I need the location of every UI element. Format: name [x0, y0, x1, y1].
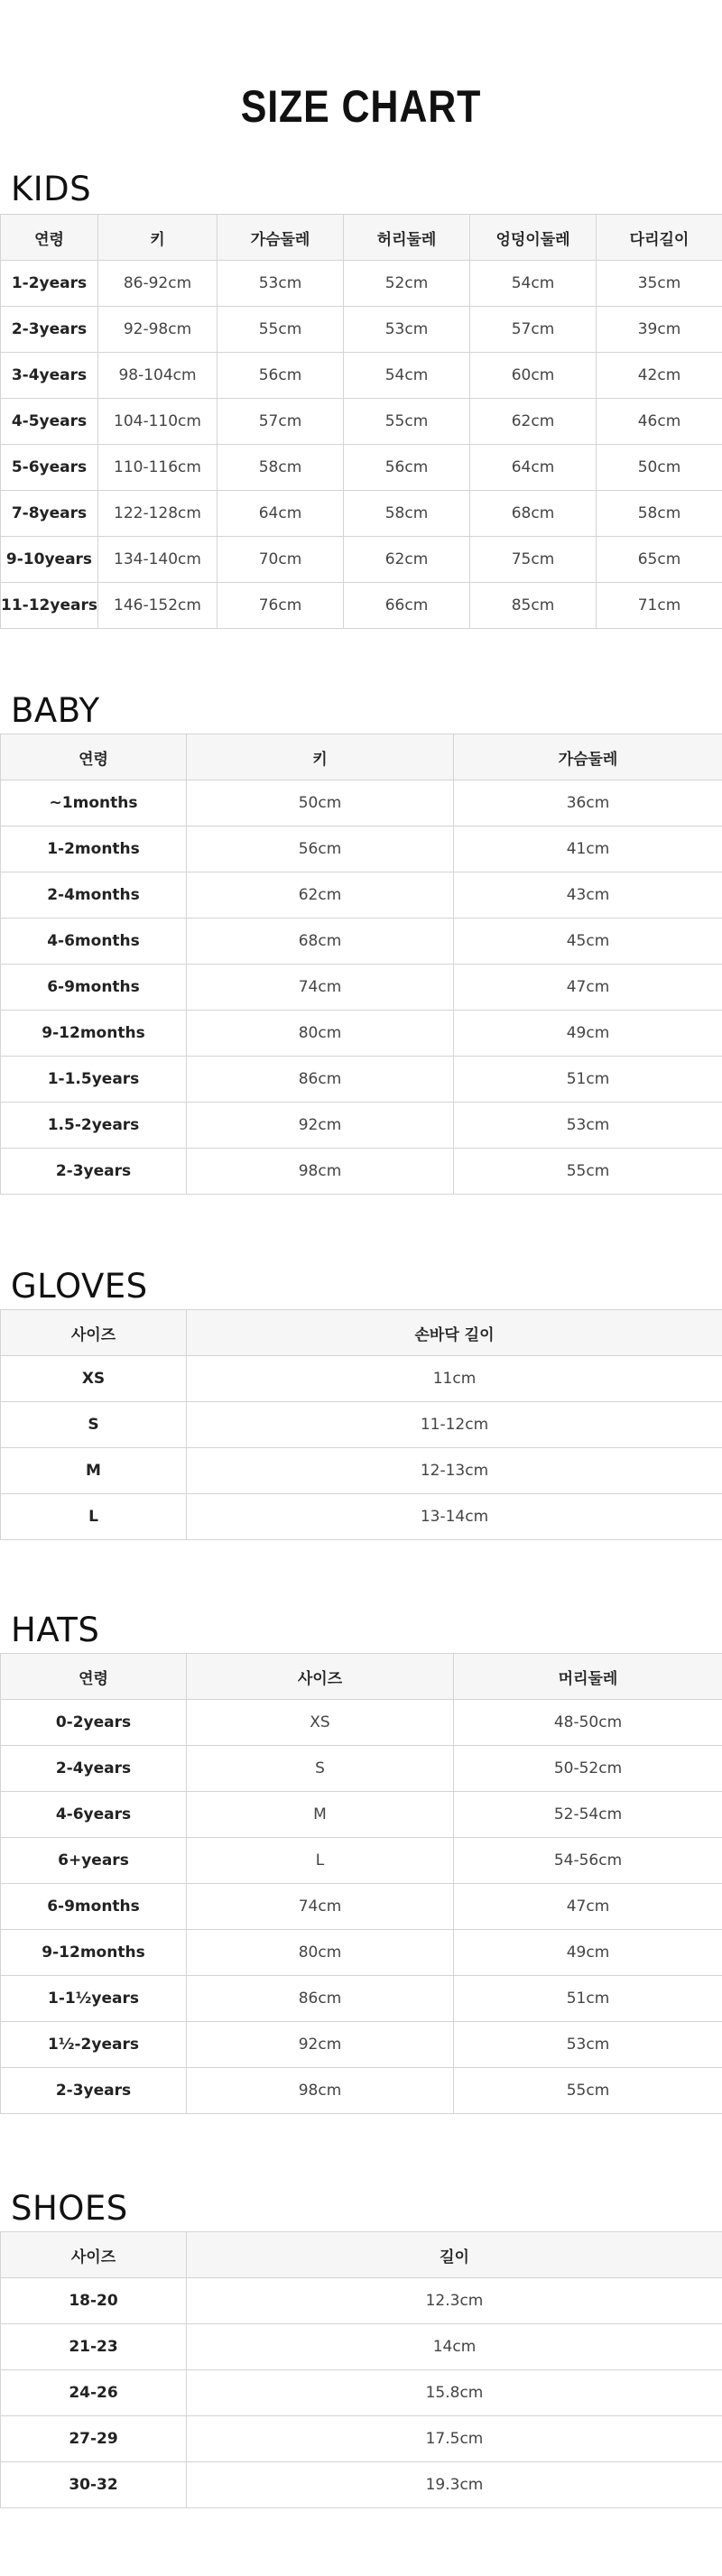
table-cell: 57cm	[218, 399, 344, 445]
table-cell: 92cm	[187, 1103, 454, 1149]
row-label-cell: 21-23	[1, 2324, 187, 2370]
table-cell: 36cm	[454, 780, 722, 826]
baby-size-table	[0, 734, 722, 1195]
table-cell: 42cm	[597, 353, 722, 399]
table-row	[1, 1448, 722, 1494]
table-cell: 55cm	[344, 399, 470, 445]
table-row	[1, 2416, 722, 2462]
row-label-cell: 5-6years	[1, 445, 98, 491]
row-label-cell: 2-3years	[1, 2068, 187, 2114]
row-label-cell: 1-1½years	[1, 1976, 187, 2022]
row-label-cell: 4-6months	[1, 919, 187, 965]
column-header: 사이즈	[1, 1310, 187, 1356]
table-cell: 56cm	[344, 445, 470, 491]
table-cell: 12.3cm	[187, 2278, 722, 2324]
table-row	[1, 2324, 722, 2370]
row-label-cell: 4-6years	[1, 1792, 187, 1838]
row-label-cell: 2-3years	[1, 307, 98, 353]
table-cell: 11cm	[187, 1356, 722, 1402]
hats-section-title: HATS	[11, 1611, 100, 1649]
row-label-cell: 6+years	[1, 1838, 187, 1884]
column-header: 허리둘레	[344, 215, 470, 261]
table-row	[1, 965, 722, 1011]
table-row	[1, 1494, 722, 1540]
column-header: 다리길이	[597, 215, 722, 261]
table-header-row	[1, 2232, 722, 2278]
table-row	[1, 1103, 722, 1149]
table-cell: M	[187, 1792, 454, 1838]
column-header: 사이즈	[187, 1654, 454, 1700]
column-header: 가슴둘레	[454, 734, 722, 780]
row-label-cell: 1.5-2years	[1, 1103, 187, 1149]
table-cell: 52-54cm	[454, 1792, 722, 1838]
row-label-cell: 30-32	[1, 2462, 187, 2508]
table-cell: 51cm	[454, 1976, 722, 2022]
kids-size-table	[0, 214, 722, 629]
column-header: 가슴둘레	[218, 215, 344, 261]
table-row	[1, 1930, 722, 1976]
table-cell: 54cm	[344, 353, 470, 399]
table-row	[1, 307, 722, 353]
table-cell: 14cm	[187, 2324, 722, 2370]
table-row	[1, 353, 722, 399]
table-row	[1, 445, 722, 491]
table-cell: 39cm	[597, 307, 722, 353]
table-row	[1, 780, 722, 826]
table-cell: 50cm	[597, 445, 722, 491]
row-label-cell: 2-3years	[1, 1149, 187, 1195]
table-cell: 98cm	[187, 1149, 454, 1195]
row-label-cell: L	[1, 1494, 187, 1540]
table-cell: 64cm	[218, 491, 344, 537]
table-cell: 76cm	[218, 583, 344, 629]
table-row	[1, 399, 722, 445]
table-cell: 85cm	[470, 583, 597, 629]
table-cell: 55cm	[454, 2068, 722, 2114]
row-label-cell: 7-8years	[1, 491, 98, 537]
table-header-row	[1, 1654, 722, 1700]
table-cell: 53cm	[218, 261, 344, 307]
table-cell: 56cm	[218, 353, 344, 399]
table-cell: 70cm	[218, 537, 344, 583]
table-row	[1, 1057, 722, 1103]
table-row	[1, 1011, 722, 1057]
table-cell: 98-104cm	[98, 353, 218, 399]
table-cell: 62cm	[470, 399, 597, 445]
table-cell: 68cm	[187, 919, 454, 965]
row-label-cell: 18-20	[1, 2278, 187, 2324]
table-cell: 35cm	[597, 261, 722, 307]
table-cell: 80cm	[187, 1930, 454, 1976]
table-row	[1, 537, 722, 583]
table-cell: 71cm	[597, 583, 722, 629]
table-cell: 98cm	[187, 2068, 454, 2114]
table-cell: XS	[187, 1700, 454, 1746]
table-cell: 48-50cm	[454, 1700, 722, 1746]
table-cell: 146-152cm	[98, 583, 218, 629]
row-label-cell: 4-5years	[1, 399, 98, 445]
table-cell: 62cm	[187, 873, 454, 919]
shoes-size-table	[0, 2231, 722, 2508]
row-label-cell: 1-1.5years	[1, 1057, 187, 1103]
table-row	[1, 1700, 722, 1746]
table-row	[1, 2278, 722, 2324]
column-header: 연령	[1, 1654, 187, 1700]
table-cell: 49cm	[454, 1930, 722, 1976]
row-label-cell: 1-2months	[1, 826, 187, 873]
table-cell: 13-14cm	[187, 1494, 722, 1540]
table-cell: 56cm	[187, 826, 454, 873]
row-label-cell: 9-12months	[1, 1011, 187, 1057]
table-cell: 134-140cm	[98, 537, 218, 583]
table-cell: 15.8cm	[187, 2370, 722, 2416]
baby-section-title: BABY	[11, 691, 100, 730]
table-cell: 86-92cm	[98, 261, 218, 307]
column-header: 길이	[187, 2232, 722, 2278]
table-cell: 66cm	[344, 583, 470, 629]
table-cell: 50-52cm	[454, 1746, 722, 1792]
row-label-cell: XS	[1, 1356, 187, 1402]
table-cell: 65cm	[597, 537, 722, 583]
table-cell: 80cm	[187, 1011, 454, 1057]
row-label-cell: 24-26	[1, 2370, 187, 2416]
table-cell: 47cm	[454, 1884, 722, 1930]
table-cell: L	[187, 1838, 454, 1884]
table-cell: 55cm	[218, 307, 344, 353]
page-title: SIZE CHART	[240, 81, 482, 132]
table-row	[1, 2462, 722, 2508]
row-label-cell: 1-2years	[1, 261, 98, 307]
table-cell: 50cm	[187, 780, 454, 826]
table-header-row	[1, 734, 722, 780]
table-cell: 60cm	[470, 353, 597, 399]
row-label-cell: 2-4years	[1, 1746, 187, 1792]
row-label-cell: 2-4months	[1, 873, 187, 919]
gloves-size-table	[0, 1309, 722, 1540]
table-cell: 86cm	[187, 1976, 454, 2022]
table-cell: 57cm	[470, 307, 597, 353]
column-header: 연령	[1, 215, 98, 261]
table-cell: 54cm	[470, 261, 597, 307]
gloves-section-title: GLOVES	[11, 1267, 148, 1306]
table-row	[1, 1402, 722, 1448]
table-row	[1, 2022, 722, 2068]
table-header-row	[1, 215, 722, 261]
column-header: 연령	[1, 734, 187, 780]
table-cell: 55cm	[454, 1149, 722, 1195]
table-cell: 92-98cm	[98, 307, 218, 353]
table-cell: 51cm	[454, 1057, 722, 1103]
table-cell: 46cm	[597, 399, 722, 445]
column-header: 키	[98, 215, 218, 261]
table-cell: 53cm	[454, 1103, 722, 1149]
table-row	[1, 1838, 722, 1884]
table-row	[1, 1746, 722, 1792]
table-cell: 86cm	[187, 1057, 454, 1103]
row-label-cell: 3-4years	[1, 353, 98, 399]
column-header: 머리둘레	[454, 1654, 722, 1700]
table-cell: 74cm	[187, 1884, 454, 1930]
table-cell: 64cm	[470, 445, 597, 491]
table-cell: S	[187, 1746, 454, 1792]
table-cell: 110-116cm	[98, 445, 218, 491]
table-row	[1, 1149, 722, 1195]
table-row	[1, 873, 722, 919]
table-cell: 92cm	[187, 2022, 454, 2068]
table-row	[1, 2068, 722, 2114]
table-cell: 74cm	[187, 965, 454, 1011]
table-row	[1, 1976, 722, 2022]
table-row	[1, 583, 722, 629]
column-header: 손바닥 길이	[187, 1310, 722, 1356]
table-cell: 19.3cm	[187, 2462, 722, 2508]
column-header: 엉덩이둘레	[470, 215, 597, 261]
table-row	[1, 1792, 722, 1838]
table-cell: 104-110cm	[98, 399, 218, 445]
row-label-cell: 6-9months	[1, 965, 187, 1011]
table-header-row	[1, 1310, 722, 1356]
table-cell: 49cm	[454, 1011, 722, 1057]
row-label-cell: S	[1, 1402, 187, 1448]
hats-size-table	[0, 1653, 722, 2114]
table-cell: 68cm	[470, 491, 597, 537]
table-row	[1, 2370, 722, 2416]
shoes-section-title: SHOES	[11, 2189, 128, 2228]
table-cell: 54-56cm	[454, 1838, 722, 1884]
table-cell: 122-128cm	[98, 491, 218, 537]
row-label-cell: 0-2years	[1, 1700, 187, 1746]
table-cell: 52cm	[344, 261, 470, 307]
row-label-cell: 27-29	[1, 2416, 187, 2462]
row-label-cell: 9-10years	[1, 537, 98, 583]
table-row	[1, 261, 722, 307]
row-label-cell: 9-12months	[1, 1930, 187, 1976]
table-row	[1, 1884, 722, 1930]
column-header: 키	[187, 734, 454, 780]
table-row	[1, 919, 722, 965]
table-cell: 58cm	[218, 445, 344, 491]
table-row	[1, 491, 722, 537]
table-cell: 41cm	[454, 826, 722, 873]
table-cell: 43cm	[454, 873, 722, 919]
table-cell: 45cm	[454, 919, 722, 965]
table-row	[1, 826, 722, 873]
column-header: 사이즈	[1, 2232, 187, 2278]
table-cell: 75cm	[470, 537, 597, 583]
table-cell: 53cm	[454, 2022, 722, 2068]
table-cell: 11-12cm	[187, 1402, 722, 1448]
table-row	[1, 1356, 722, 1402]
table-cell: 53cm	[344, 307, 470, 353]
table-cell: 58cm	[597, 491, 722, 537]
row-label-cell: 11-12years	[1, 583, 98, 629]
row-label-cell: M	[1, 1448, 187, 1494]
table-cell: 12-13cm	[187, 1448, 722, 1494]
table-cell: 17.5cm	[187, 2416, 722, 2462]
table-cell: 47cm	[454, 965, 722, 1011]
row-label-cell: 1½-2years	[1, 2022, 187, 2068]
row-label-cell: 6-9months	[1, 1884, 187, 1930]
row-label-cell: ~1months	[1, 780, 187, 826]
kids-section-title: KIDS	[11, 170, 92, 208]
table-cell: 58cm	[344, 491, 470, 537]
table-cell: 62cm	[344, 537, 470, 583]
